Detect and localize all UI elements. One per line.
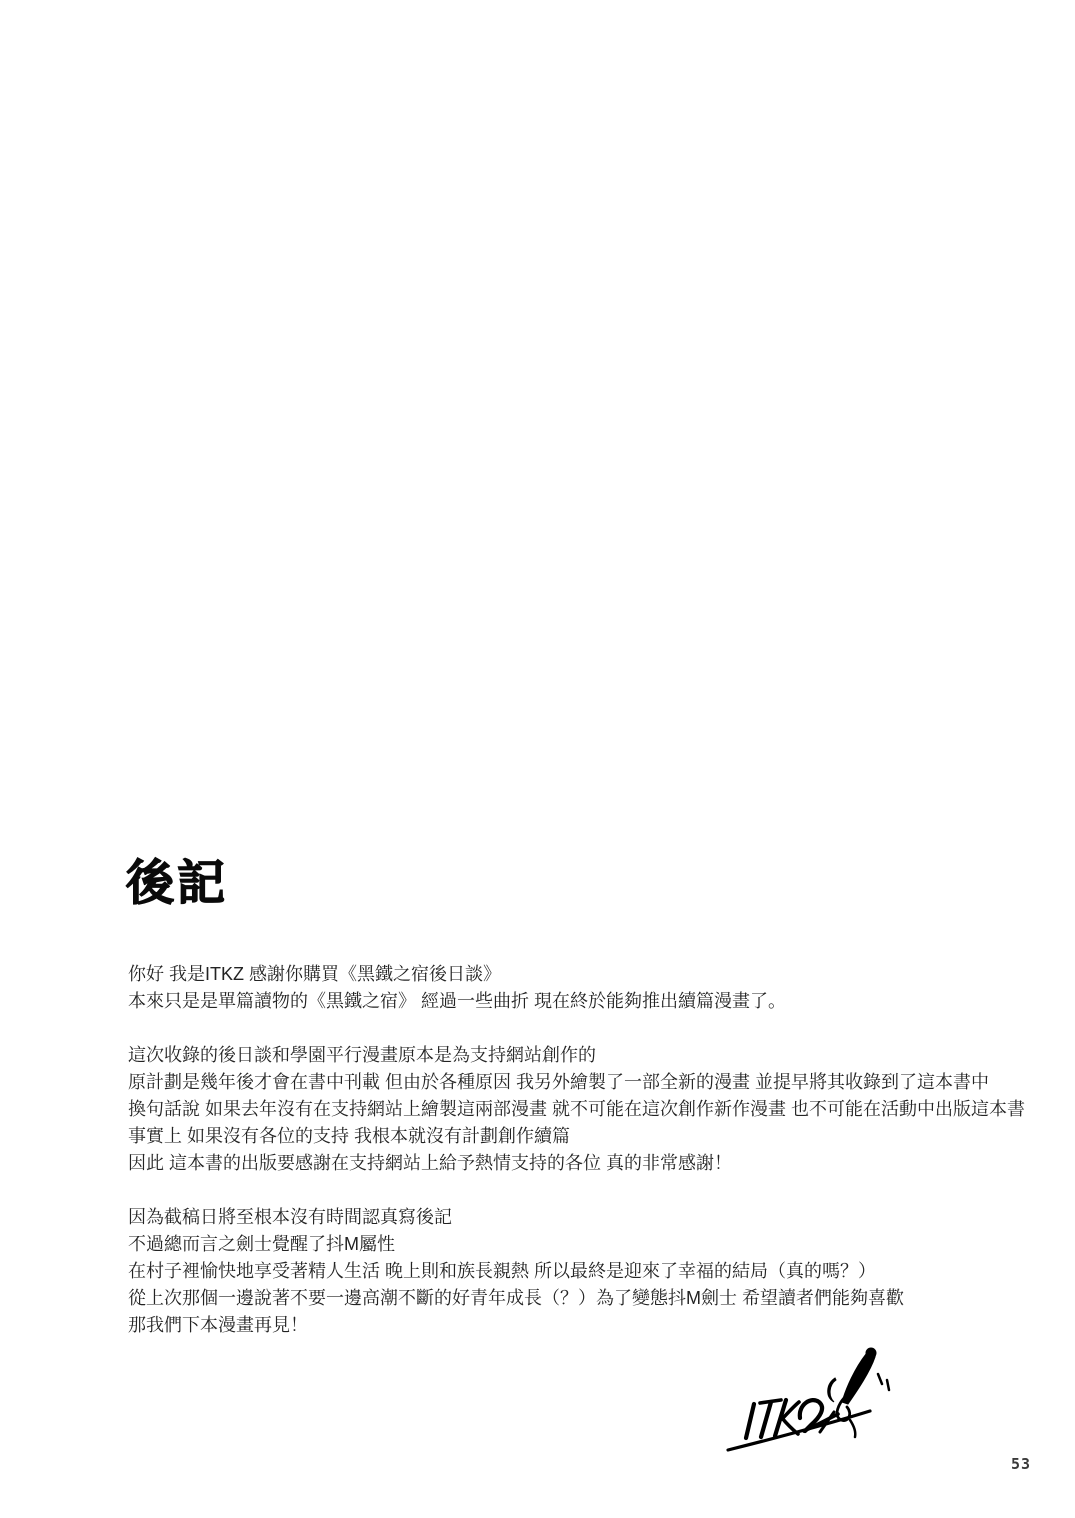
afterword-body [128, 961, 1025, 1366]
text-line: 從上次那個一邊說著不要一邊高潮不斷的好青年成長（？）為了變態抖M劍士 希望讀者們能夠喜歡 [128, 1288, 904, 1308]
text-line: 本來只是是單篇讀物的《黒鐵之宿》 經過一些曲折 現在終於能夠推出續篇漫畫了。 [128, 991, 786, 1011]
signature-doodle-icon [828, 1348, 889, 1437]
text-line: 那我們下本漫畫再見！ [128, 1315, 308, 1335]
paragraph-closing [128, 1204, 968, 1339]
text-line: 原計劃是幾年後才會在書中刊載 但由於各種原因 我另外繪製了一部全新的漫畫 並提早將其收錄到了這本書中 [128, 1072, 989, 1092]
text-line: 事實上 如果沒有各位的支持 我根本就沒有計劃創作續篇 [128, 1126, 570, 1146]
text-line: 因為截稿日將至根本沒有時間認真寫後記 [128, 1207, 452, 1227]
paragraph-publication [128, 1042, 1025, 1177]
itkz-signature [718, 1340, 898, 1460]
paragraph-greeting [128, 961, 968, 1015]
text-line: 不過總而言之劍士覺醒了抖M屬性 [128, 1234, 395, 1254]
text-line: 你好 我是ITKZ 感謝你購買《黑鐵之宿後日談》 [128, 964, 501, 984]
text-line: 這次收錄的後日談和學園平行漫畫原本是為支持網站創作的 [128, 1045, 596, 1065]
text-line: 換句話說 如果去年沒有在支持網站上繪製這兩部漫畫 就不可能在這次創作新作漫畫 也不可能在活動中出版這本書 [128, 1099, 1025, 1119]
page-title: 後記 [126, 857, 229, 910]
page-number: 53 [1011, 1455, 1032, 1473]
text-line: 因此 這本書的出版要感謝在支持網站上給予熱情支持的各位 真的非常感謝！ [128, 1153, 732, 1173]
text-line: 在村子裡愉快地享受著精人生活 晚上則和族長親熱 所以最終是迎來了幸福的結局（真的嗎？） [128, 1261, 876, 1281]
